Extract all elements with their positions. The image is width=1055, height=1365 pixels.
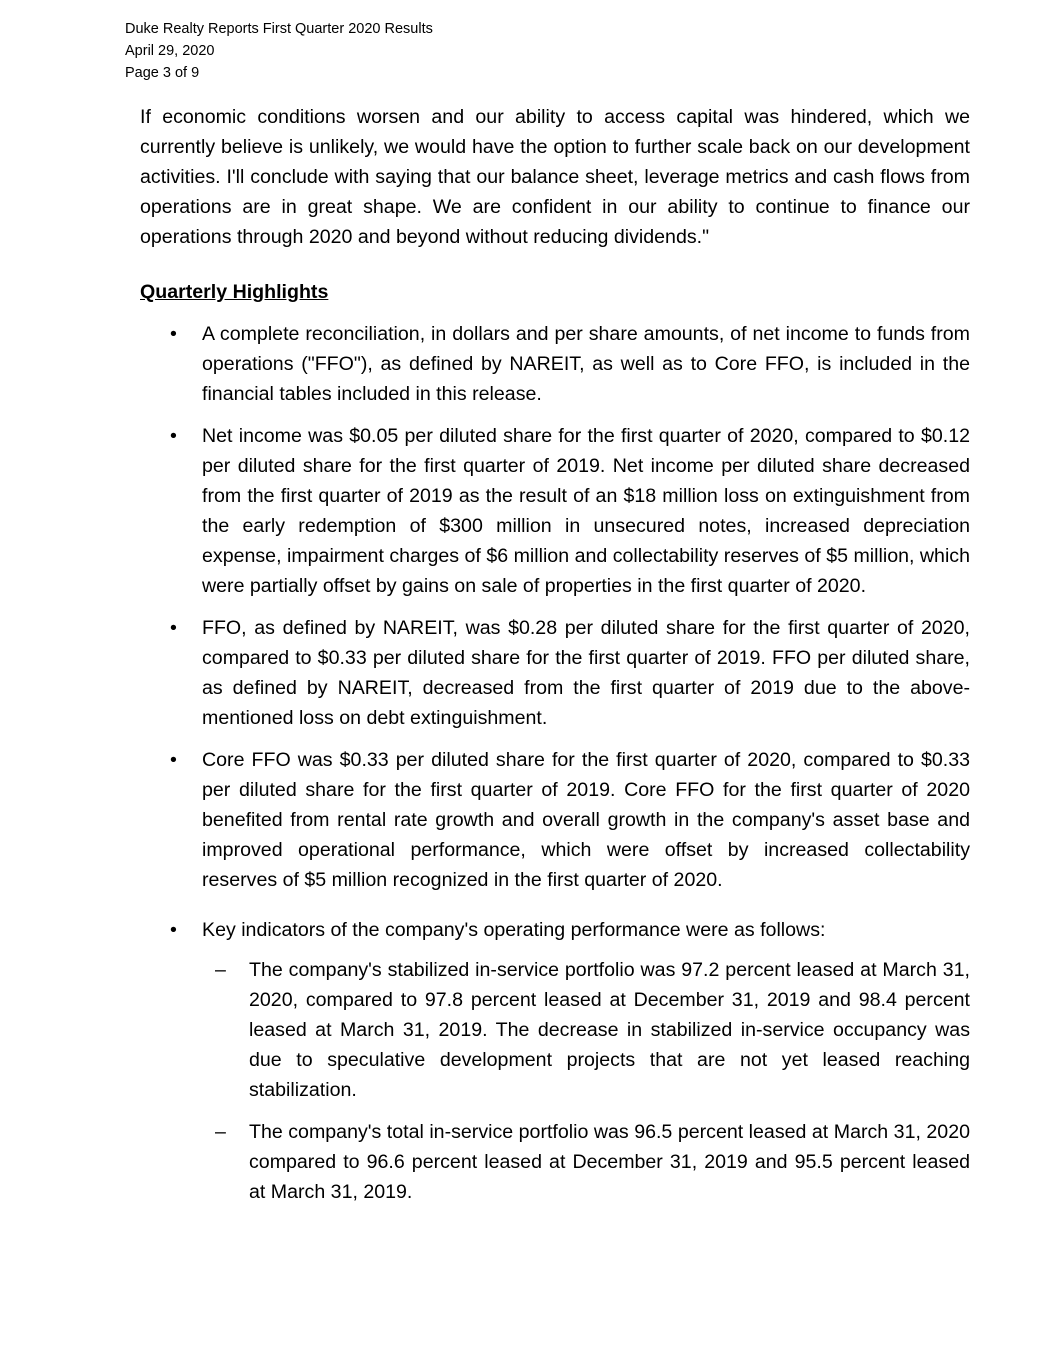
page-number: Page 3 of 9 bbox=[125, 65, 200, 81]
sub-list-item bbox=[202, 1117, 970, 1207]
list-item bbox=[140, 613, 970, 733]
bullet-icon: • bbox=[170, 617, 177, 639]
bullet-icon: • bbox=[170, 323, 177, 345]
list-item-text: FFO, as defined by NAREIT, was $0.28 per diluted share for the first quarter of 2020, compared to $0.33 per diluted share for the first quarter of 2019. FFO per diluted share, as defined by NAREIT, decreased from the first quarter of 2019 due to the above-mentioned loss on debt extinguishment. bbox=[202, 617, 970, 729]
sub-list-item-text: The company's stabilized in-service portfolio was 97.2 percent leased at March 31, 2020, compared to 97.8 percent leased at December 31, 2019 and 98.4 percent leased at March 31, 2019. The decrease in stabilized in-service occupancy was due to speculative development projects that are not yet leased reaching stabilization. bbox=[249, 959, 970, 1101]
dash-icon: – bbox=[215, 959, 226, 981]
sub-list-item-text: The company's total in-service portfolio was 96.5 percent leased at March 31, 2020 compared to 96.6 percent leased at December 31, 2019 and 95.5 percent leased at March 31, 2019. bbox=[249, 1121, 970, 1203]
sub-list-item bbox=[202, 955, 970, 1105]
list-item bbox=[140, 319, 970, 409]
list-item bbox=[140, 745, 970, 895]
section-heading: Quarterly Highlights bbox=[140, 281, 329, 303]
bullet-icon: • bbox=[170, 919, 177, 941]
list-item bbox=[140, 421, 970, 601]
page-header bbox=[125, 18, 433, 84]
intro-paragraph: If economic conditions worsen and our ability to access capital was hindered, which we currently believe is unlikely, we would have the option to further scale back on our development activities. I'll conclude with saying that our balance sheet, leverage metrics and cash flows from operations are in great shape. We are confident in our ability to continue to finance our operations through 2020 and beyond without reducing dividends." bbox=[140, 106, 970, 248]
list-item-text: Core FFO was $0.33 per diluted share for the first quarter of 2020, compared to $0.33 per diluted share for the first quarter of 2019. Core FFO for the first quarter of 2020 benefited from rental rate growth and overall growth in the company's asset base and improved operational performance, which were offset by increased collectability reserves of $5 million recognized in the first quarter of 2020. bbox=[202, 749, 970, 891]
list-item-text: Net income was $0.05 per diluted share for the first quarter of 2020, compared to $0.12 per diluted share for the first quarter of 2019. Net income per diluted share decreased from the first quarter of 2019 as the result of an $18 million loss on extinguishment from the early redemption of $300 million in unsecured notes, increased depreciation expense, impairment charges of $6 million and collectability reserves of $5 million, which were partially offset by gains on sale of properties in the first quarter of 2020. bbox=[202, 425, 970, 597]
highlights-list bbox=[140, 319, 970, 1207]
dash-icon: – bbox=[215, 1121, 226, 1143]
document-body bbox=[140, 102, 970, 1219]
bullet-icon: • bbox=[170, 749, 177, 771]
list-item bbox=[140, 915, 970, 1207]
list-item-text: Key indicators of the company's operating performance were as follows: bbox=[202, 919, 826, 941]
bullet-icon: • bbox=[170, 425, 177, 447]
document-date: April 29, 2020 bbox=[125, 43, 215, 59]
list-item-text: A complete reconciliation, in dollars and per share amounts, of net income to funds from operations ("FFO"), as defined by NAREIT, as well as to Core FFO, is included in the financial tables included in this release. bbox=[202, 323, 970, 405]
document-title: Duke Realty Reports First Quarter 2020 Results bbox=[125, 21, 433, 37]
sub-list bbox=[202, 955, 970, 1207]
